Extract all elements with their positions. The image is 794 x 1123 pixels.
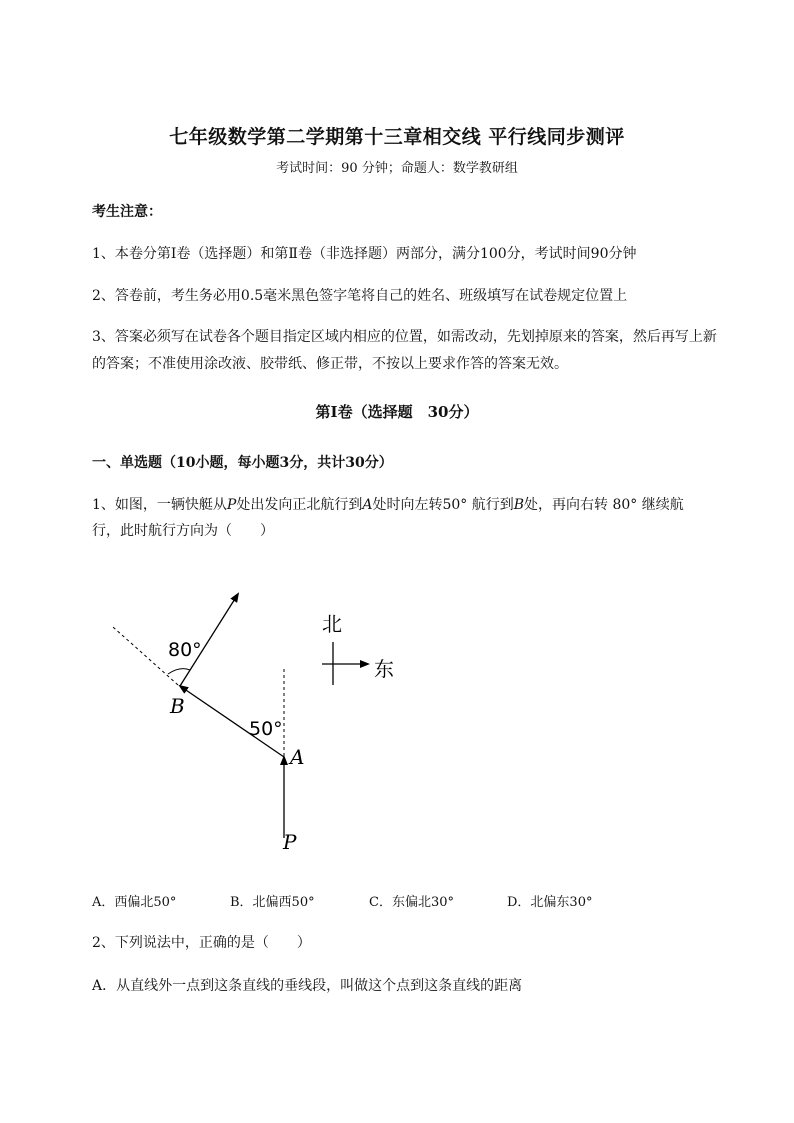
angle-label-a: 50° — [249, 718, 283, 740]
q1-text-b: 处出发向正北航行到 — [236, 497, 363, 513]
notice-item-3-line-2: 的答案；不准使用涂改液、胶带纸、修正带，不按以上要求作答的答案无效。 — [92, 356, 568, 372]
page-title: 七年级数学第二学期第十三章相交线 平行线同步测评 — [169, 126, 625, 148]
q2-option-a[interactable]: A．从直线外一点到这条直线的垂线段，叫做这个点到这条直线的距离 — [92, 978, 523, 994]
point-label-b: B — [170, 694, 185, 718]
angle-label-b: 80° — [168, 639, 202, 661]
notice-heading: 考生注意： — [92, 204, 162, 220]
section-title: 第I卷（选择题 30分） — [315, 403, 479, 421]
part-heading: 一、单选题（10小题，每小题3分，共计30分） — [92, 455, 393, 471]
question-2-stem: 2、下列说法中，正确的是（ ） — [92, 935, 311, 951]
notice-item-1: 1、本卷分第I卷（选择题）和第Ⅱ卷（非选择题）两部分，满分100分，考试时间90分钟 — [92, 246, 637, 262]
compass-north-label: 北 — [322, 612, 342, 636]
q1-var-a: A — [362, 497, 373, 513]
q1-var-b: B — [513, 497, 525, 513]
q1-option-b[interactable]: B．北偏西50° — [230, 895, 315, 910]
notice-item-3-line-1: 3、答案必须写在试卷各个题目指定区域内相应的位置，如需改动，先划掉原来的答案，然后再写上新 — [92, 329, 717, 345]
point-label-a: A — [290, 745, 305, 769]
notice-item-2: 2、答卷前，考生务必用0.5毫米黑色签字笔将自己的姓名、班级填写在试卷规定位置上 — [92, 288, 628, 304]
point-label-p: P — [283, 830, 297, 854]
question-1-line-1 — [92, 494, 684, 514]
navigation-figure — [0, 570, 794, 870]
q1-text-d: 处，再向右转 80° 继续航 — [524, 497, 684, 513]
compass-east-label: 东 — [374, 657, 394, 681]
angle-arc-b — [168, 669, 190, 674]
q1-text-a: 1、如图，一辆快艇从 — [92, 497, 227, 513]
q1-text-c: 处时向左转50° 航行到 — [372, 497, 514, 513]
question-1-line-2: 行，此时航行方向为（ ） — [92, 523, 274, 539]
q1-option-a[interactable]: A．西偏北50° — [92, 895, 177, 910]
q1-var-p: P — [226, 497, 237, 513]
exam-info: 考试时间：90 分钟；命题人：数学教研组 — [276, 161, 518, 176]
q1-option-c[interactable]: C．东偏北30° — [369, 895, 454, 910]
q1-option-d[interactable]: D．北偏东30° — [507, 895, 593, 910]
